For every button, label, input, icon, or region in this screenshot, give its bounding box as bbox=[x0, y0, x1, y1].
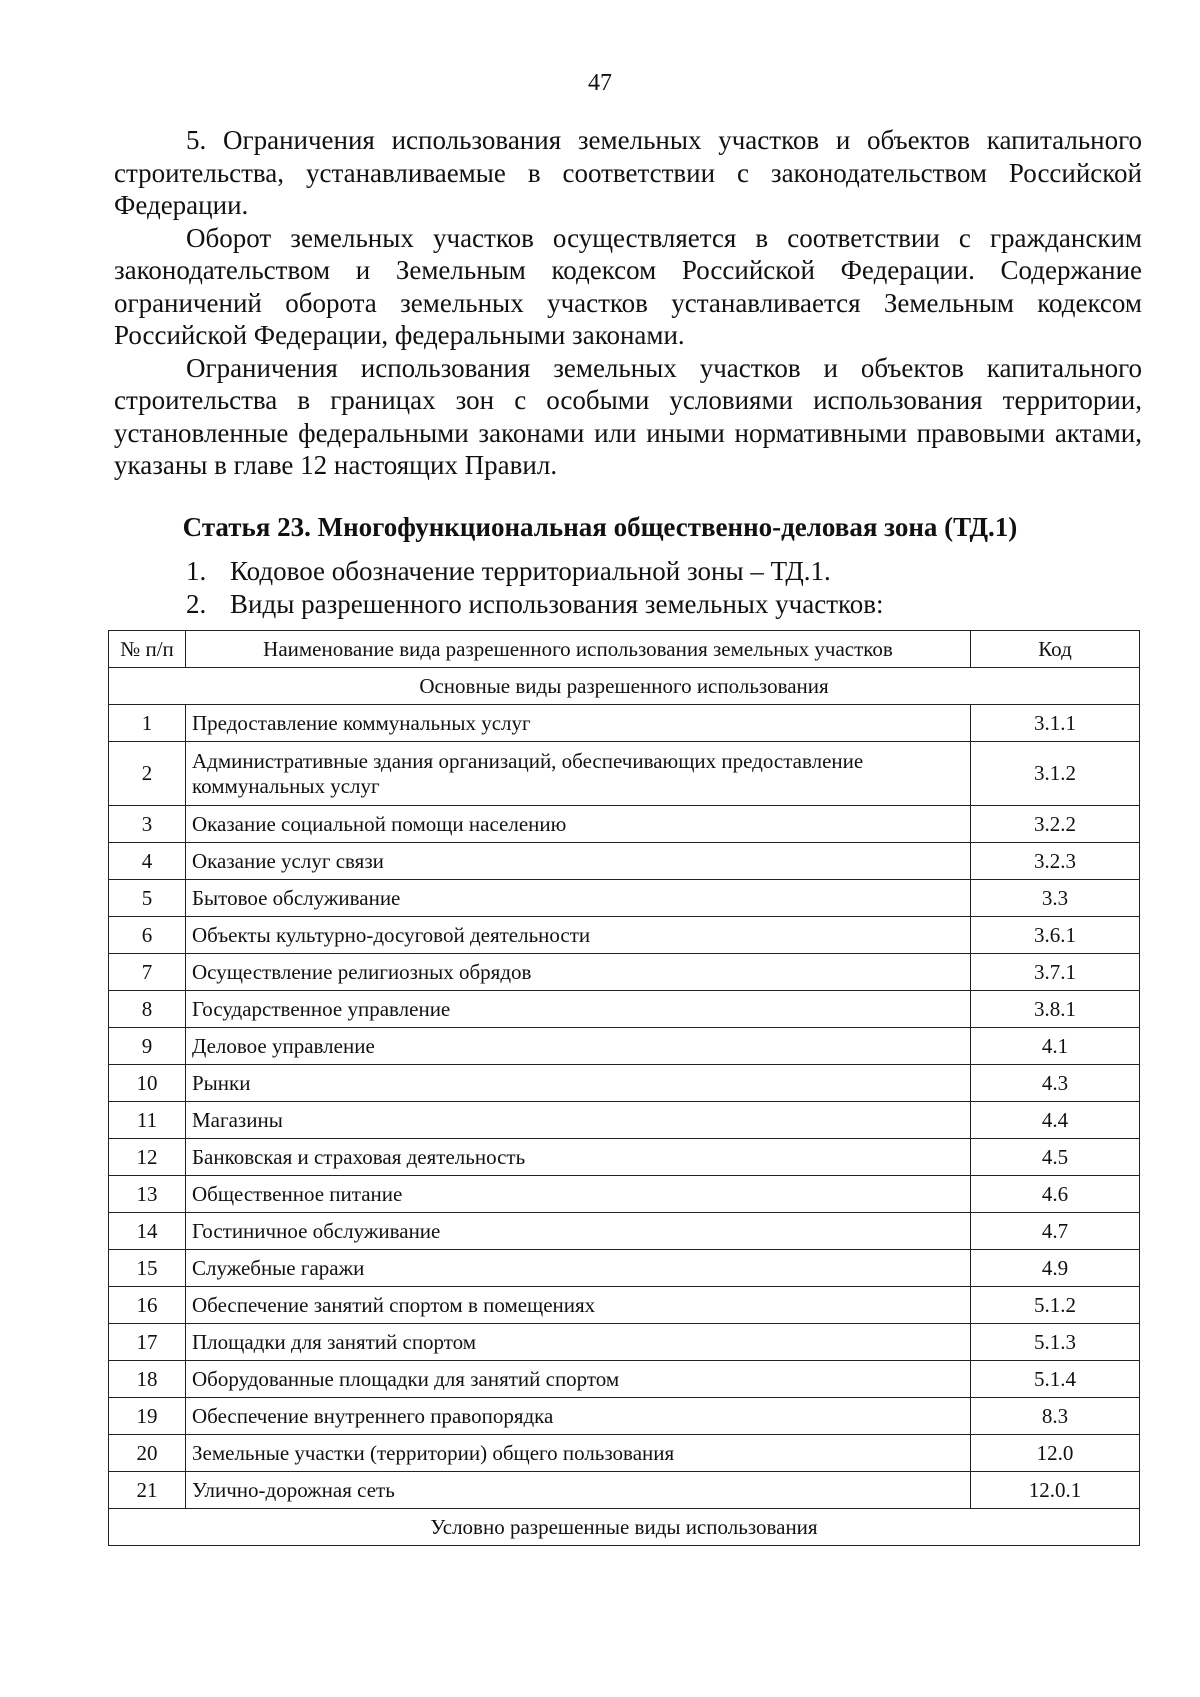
row-code: 3.6.1 bbox=[971, 917, 1140, 954]
row-code: 12.0 bbox=[971, 1435, 1140, 1472]
row-code: 3.1.2 bbox=[971, 742, 1140, 806]
row-number: 12 bbox=[109, 1139, 186, 1176]
section-row-conditional bbox=[109, 1509, 1140, 1546]
table-row bbox=[109, 1102, 1140, 1139]
row-name: Улично-дорожная сеть bbox=[186, 1472, 971, 1509]
row-code: 3.2.2 bbox=[971, 806, 1140, 843]
row-number: 2 bbox=[109, 742, 186, 806]
row-number: 8 bbox=[109, 991, 186, 1028]
table-row bbox=[109, 1361, 1140, 1398]
table-header-row bbox=[109, 631, 1140, 668]
row-number: 21 bbox=[109, 1472, 186, 1509]
article-heading: Статья 23. Многофункциональная общественно-деловая зона (ТД.1) bbox=[182, 512, 1018, 542]
row-name: Бытовое обслуживание bbox=[186, 880, 971, 917]
row-name: Гостиничное обслуживание bbox=[186, 1213, 971, 1250]
paragraph-turnover: Оборот земельных участков осуществляется в соответствии с гражданским законодательством и Земельным кодексом Российской Федерации. Содержание ограничений оборота земельных участков устанавливается Земельным кодексом Российской Федерации, федеральными законами. bbox=[114, 222, 1142, 350]
row-name: Оборудованные площадки для занятий спортом bbox=[186, 1361, 971, 1398]
section-row-main bbox=[109, 668, 1140, 705]
row-code: 5.1.3 bbox=[971, 1324, 1140, 1361]
table-row bbox=[109, 1287, 1140, 1324]
row-name: Банковская и страховая деятельность bbox=[186, 1139, 971, 1176]
row-name: Общественное питание bbox=[186, 1176, 971, 1213]
header-name: Наименование вида разрешенного использования земельных участков bbox=[186, 631, 971, 668]
section-title-conditional: Условно разрешенные виды использования bbox=[109, 1509, 1140, 1546]
table-row bbox=[109, 917, 1140, 954]
list-item-number: 2. bbox=[186, 589, 207, 619]
page-number: 47 bbox=[588, 70, 612, 96]
table-row bbox=[109, 742, 1140, 806]
header-code: Код bbox=[971, 631, 1140, 668]
table-row bbox=[109, 1176, 1140, 1213]
header-number: № п/п bbox=[109, 631, 186, 668]
row-code: 5.1.2 bbox=[971, 1287, 1140, 1324]
permitted-uses-table bbox=[108, 630, 1140, 1546]
row-code: 8.3 bbox=[971, 1398, 1140, 1435]
row-name: Обеспечение внутреннего правопорядка bbox=[186, 1398, 971, 1435]
row-number: 19 bbox=[109, 1398, 186, 1435]
table-row bbox=[109, 991, 1140, 1028]
row-name: Магазины bbox=[186, 1102, 971, 1139]
row-number: 10 bbox=[109, 1065, 186, 1102]
row-name: Осуществление религиозных обрядов bbox=[186, 954, 971, 991]
row-name: Оказание социальной помощи населению bbox=[186, 806, 971, 843]
row-number: 17 bbox=[109, 1324, 186, 1361]
list-item-text: Кодовое обозначение территориальной зоны – ТД.1. bbox=[230, 556, 831, 586]
row-number: 9 bbox=[109, 1028, 186, 1065]
table-row bbox=[109, 1472, 1140, 1509]
table-row bbox=[109, 1213, 1140, 1250]
row-code: 4.4 bbox=[971, 1102, 1140, 1139]
row-number: 1 bbox=[109, 705, 186, 742]
body-text bbox=[114, 124, 1142, 482]
row-code: 4.7 bbox=[971, 1213, 1140, 1250]
table-row bbox=[109, 1398, 1140, 1435]
table-row bbox=[109, 1139, 1140, 1176]
row-code: 3.7.1 bbox=[971, 954, 1140, 991]
row-name: Предоставление коммунальных услуг bbox=[186, 705, 971, 742]
row-name: Обеспечение занятий спортом в помещениях bbox=[186, 1287, 971, 1324]
table-row bbox=[109, 843, 1140, 880]
paragraph-restrictions: 5. Ограничения использования земельных участков и объектов капитального строительства, устанавливаемые в соответствии с законодательством Российской Федерации. bbox=[114, 125, 1142, 220]
table-row bbox=[109, 1065, 1140, 1102]
list-item-text: Виды разрешенного использования земельных участков: bbox=[230, 589, 884, 619]
row-number: 7 bbox=[109, 954, 186, 991]
row-code: 4.5 bbox=[971, 1139, 1140, 1176]
row-number: 15 bbox=[109, 1250, 186, 1287]
row-code: 3.1.1 bbox=[971, 705, 1140, 742]
table-row bbox=[109, 705, 1140, 742]
row-code: 3.8.1 bbox=[971, 991, 1140, 1028]
row-code: 3.2.3 bbox=[971, 843, 1140, 880]
section-title-main: Основные виды разрешенного использования bbox=[109, 668, 1140, 705]
row-code: 12.0.1 bbox=[971, 1472, 1140, 1509]
row-number: 3 bbox=[109, 806, 186, 843]
row-number: 6 bbox=[109, 917, 186, 954]
row-name: Административные здания организаций, обеспечивающих предоставление коммунальных услуг bbox=[186, 742, 971, 806]
row-name: Рынки bbox=[186, 1065, 971, 1102]
list-item-zone-code bbox=[186, 556, 831, 587]
table-row bbox=[109, 806, 1140, 843]
row-name: Оказание услуг связи bbox=[186, 843, 971, 880]
paragraph-special-zones: Ограничения использования земельных участков и объектов капитального строительства в границах зон с особыми условиями использования территории, установленные федеральными законами или иными нормативными правовыми актами, указаны в главе 12 настоящих Правил. bbox=[114, 352, 1142, 480]
table-row bbox=[109, 954, 1140, 991]
row-number: 16 bbox=[109, 1287, 186, 1324]
list-item-number: 1. bbox=[186, 556, 207, 586]
row-name: Объекты культурно-досуговой деятельности bbox=[186, 917, 971, 954]
row-code: 4.3 bbox=[971, 1065, 1140, 1102]
row-code: 4.1 bbox=[971, 1028, 1140, 1065]
row-number: 11 bbox=[109, 1102, 186, 1139]
row-name: Государственное управление bbox=[186, 991, 971, 1028]
row-code: 3.3 bbox=[971, 880, 1140, 917]
table-row bbox=[109, 1435, 1140, 1472]
table-row bbox=[109, 1028, 1140, 1065]
row-number: 4 bbox=[109, 843, 186, 880]
row-number: 5 bbox=[109, 880, 186, 917]
row-number: 18 bbox=[109, 1361, 186, 1398]
row-name: Служебные гаражи bbox=[186, 1250, 971, 1287]
row-code: 5.1.4 bbox=[971, 1361, 1140, 1398]
table-row bbox=[109, 880, 1140, 917]
row-name: Площадки для занятий спортом bbox=[186, 1324, 971, 1361]
row-name: Деловое управление bbox=[186, 1028, 971, 1065]
table-row bbox=[109, 1250, 1140, 1287]
row-number: 14 bbox=[109, 1213, 186, 1250]
row-number: 13 bbox=[109, 1176, 186, 1213]
row-code: 4.9 bbox=[971, 1250, 1140, 1287]
row-number: 20 bbox=[109, 1435, 186, 1472]
row-code: 4.6 bbox=[971, 1176, 1140, 1213]
list-item-permitted-uses bbox=[186, 589, 884, 620]
table-row bbox=[109, 1324, 1140, 1361]
row-name: Земельные участки (территории) общего пользования bbox=[186, 1435, 971, 1472]
